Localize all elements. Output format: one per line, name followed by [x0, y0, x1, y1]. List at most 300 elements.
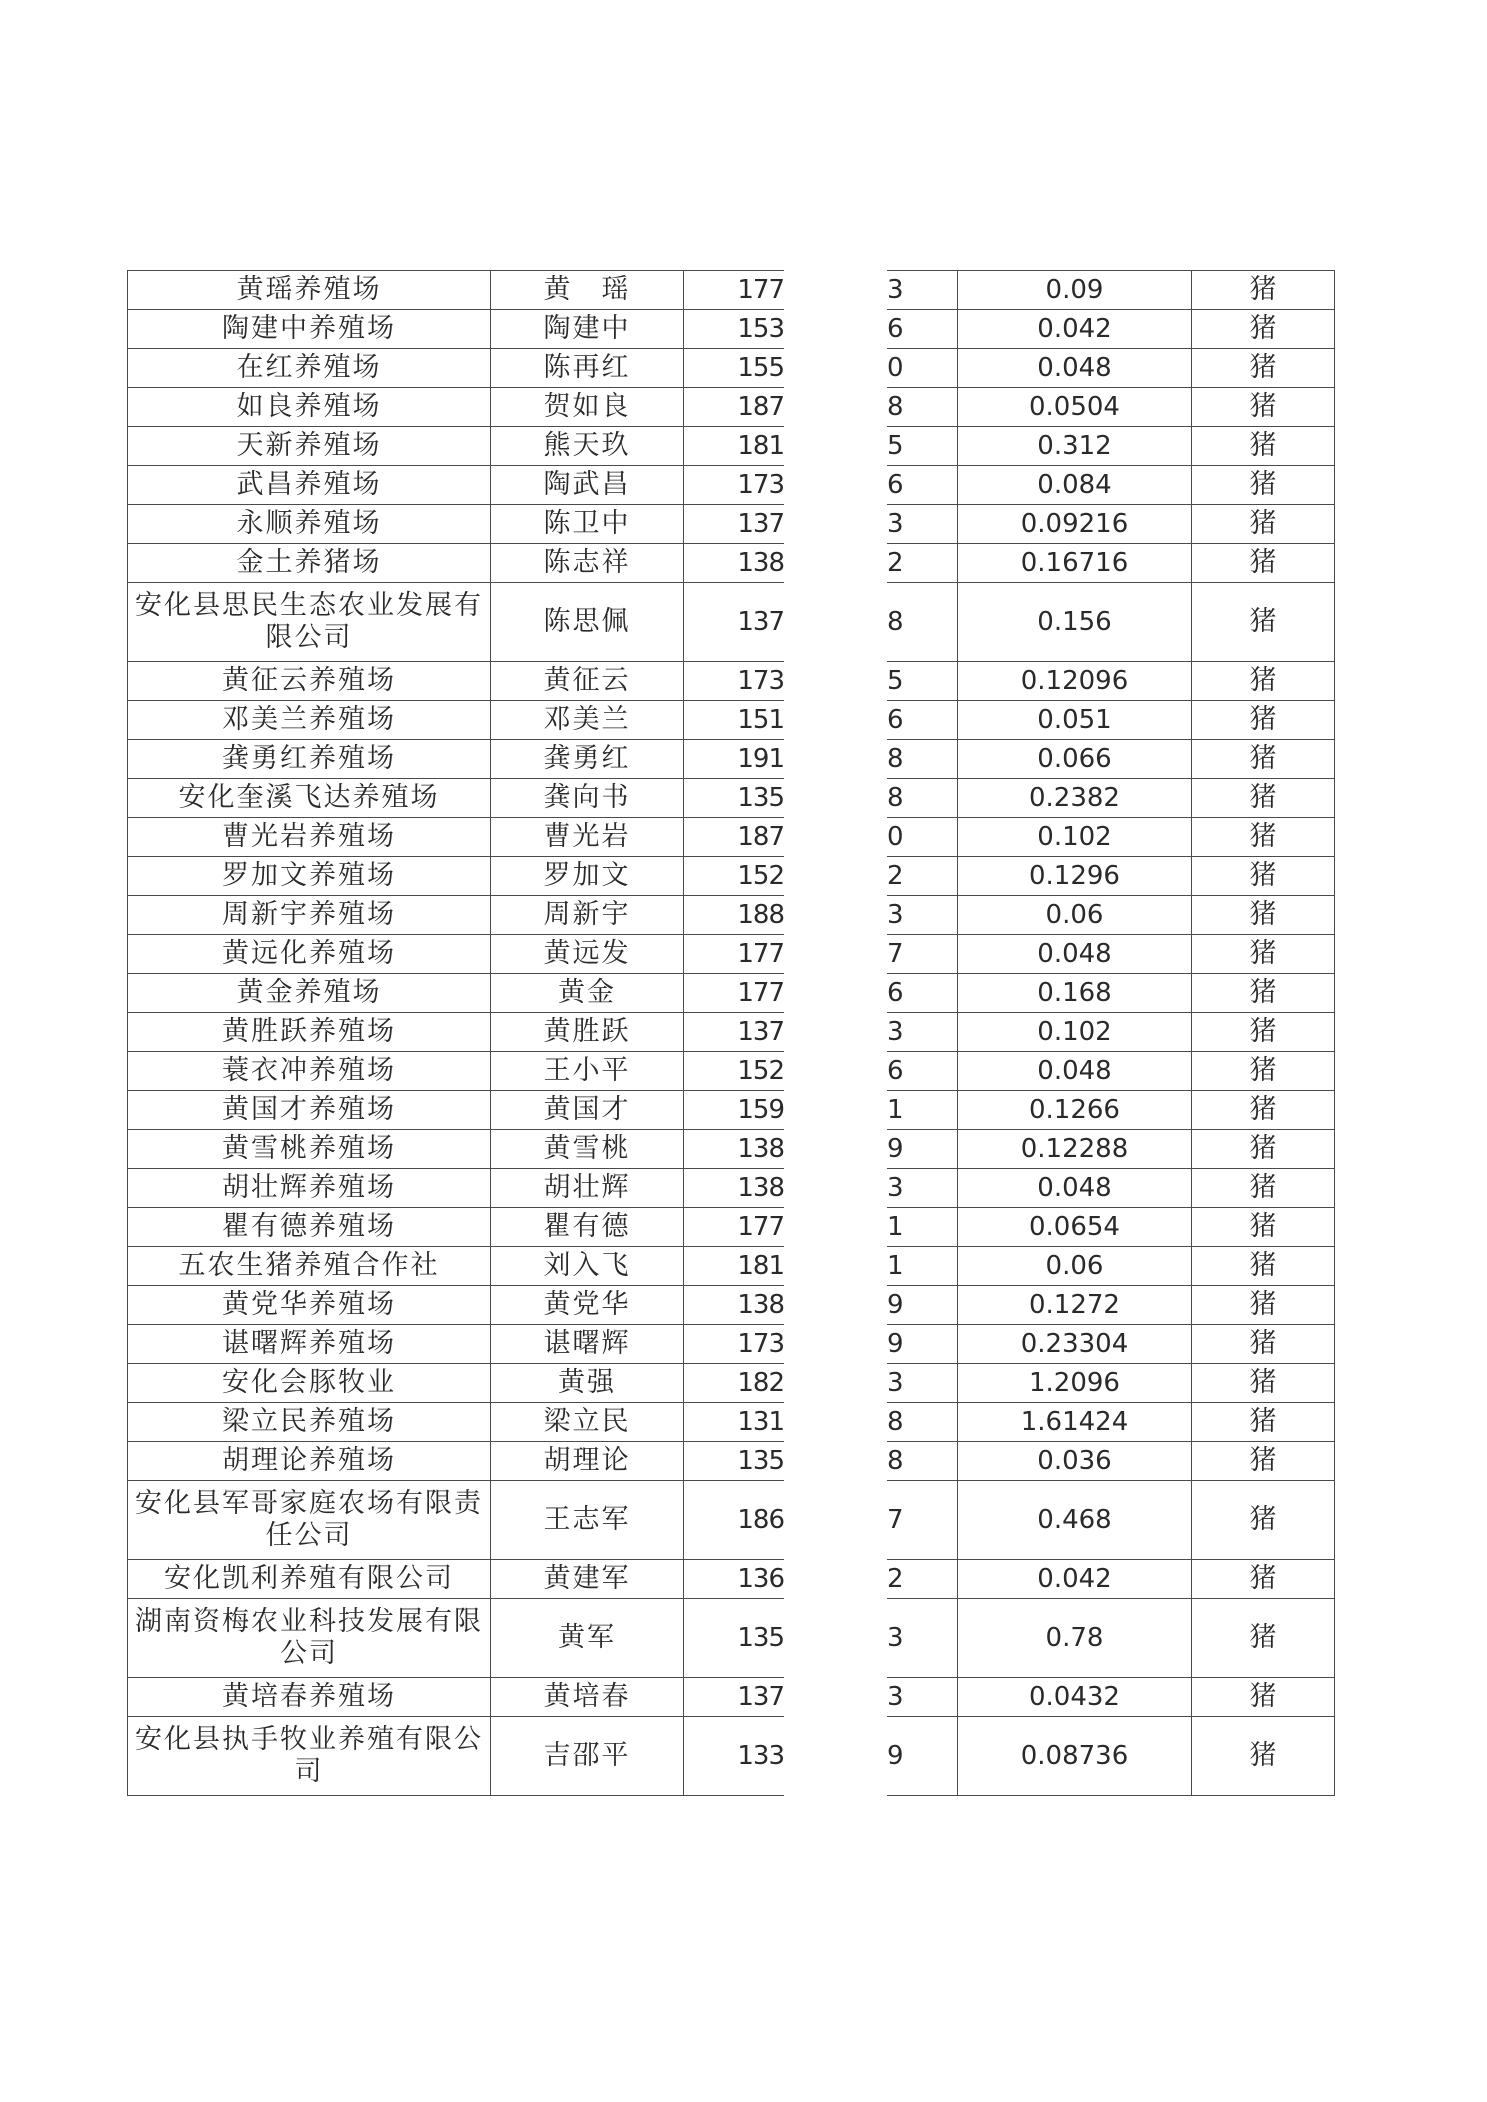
contact-person: 陈志祥	[543, 547, 631, 578]
phone-suffix: 8	[887, 1446, 904, 1476]
phone-suffix: 1	[887, 1251, 904, 1281]
contact-person-cell	[491, 857, 684, 896]
livestock-type-cell	[1192, 427, 1335, 466]
phone-suffix: 9	[887, 1741, 904, 1771]
livestock-type-cell	[1192, 349, 1335, 388]
farm-name-cell	[128, 1325, 491, 1364]
contact-person-cell	[491, 779, 684, 818]
phone-prefix-cell	[684, 1013, 785, 1052]
contact-person: 龚向书	[543, 782, 631, 813]
contact-person-cell	[491, 1091, 684, 1130]
farm-name-cell	[128, 1599, 491, 1678]
contact-person-cell	[491, 1208, 684, 1247]
contact-person: 刘入飞	[543, 1250, 631, 1281]
phone-suffix-cell	[887, 1481, 958, 1560]
table-row	[887, 1325, 1335, 1364]
livestock-type-cell	[1192, 271, 1335, 310]
farm-name: 胡壮辉养殖场	[222, 1172, 396, 1203]
farm-name: 黄培春养殖场	[222, 1681, 396, 1712]
phone-suffix-cell	[887, 583, 958, 662]
amount: 1.2096	[1029, 1368, 1120, 1398]
contact-person-cell	[491, 466, 684, 505]
amount-cell	[958, 388, 1192, 427]
phone-prefix-cell	[684, 1599, 785, 1678]
contact-person: 陶武昌	[543, 469, 631, 500]
table-row	[128, 583, 785, 662]
contact-person-cell	[491, 1286, 684, 1325]
livestock-type: 猪	[1249, 1211, 1277, 1242]
farm-name: 在红养殖场	[236, 352, 382, 383]
phone-suffix: 2	[887, 1564, 904, 1594]
livestock-type: 猪	[1249, 1406, 1277, 1437]
phone-prefix-cell	[684, 896, 785, 935]
contact-person-cell	[491, 583, 684, 662]
phone-suffix-cell	[887, 1325, 958, 1364]
farm-name-cell	[128, 583, 491, 662]
farm-name: 湖南资梅农业科技发展有限公司	[135, 1605, 483, 1669]
amount: 0.042	[1037, 314, 1112, 344]
phone-suffix-cell	[887, 1560, 958, 1599]
farm-name-cell	[128, 896, 491, 935]
farm-name-cell	[128, 818, 491, 857]
phone-suffix: 0	[887, 822, 904, 852]
phone-prefix-cell	[684, 583, 785, 662]
farm-name: 谌曙辉养殖场	[222, 1328, 396, 1359]
livestock-type: 猪	[1249, 1016, 1277, 1047]
farm-name-cell	[128, 1013, 491, 1052]
amount-cell	[958, 935, 1192, 974]
contact-person-cell	[491, 935, 684, 974]
farm-name: 安化县执手牧业养殖有限公司	[135, 1723, 483, 1787]
table-row	[887, 466, 1335, 505]
livestock-type-cell	[1192, 935, 1335, 974]
table-row	[128, 1052, 785, 1091]
farm-name: 周新宇养殖场	[222, 899, 396, 930]
phone-suffix-cell	[887, 1403, 958, 1442]
farm-name: 黄瑶养殖场	[236, 274, 382, 305]
table-row	[887, 974, 1335, 1013]
amount: 0.312	[1037, 431, 1112, 461]
amount-cell	[958, 1052, 1192, 1091]
livestock-type-cell	[1192, 1403, 1335, 1442]
contact-person: 黄雪桃	[543, 1133, 631, 1164]
farm-name-cell	[128, 349, 491, 388]
contact-person: 贺如良	[543, 391, 631, 422]
contact-person: 王志军	[543, 1504, 631, 1535]
table-row	[128, 427, 785, 466]
contact-person: 黄军	[558, 1622, 616, 1653]
phone-prefix-cell	[684, 1678, 785, 1717]
livestock-type: 猪	[1249, 606, 1277, 637]
farm-name: 黄雪桃养殖场	[222, 1133, 396, 1164]
phone-suffix-cell	[887, 1717, 958, 1796]
livestock-type: 猪	[1249, 860, 1277, 891]
livestock-type-cell	[1192, 740, 1335, 779]
table-row	[128, 1599, 785, 1678]
farm-name: 武昌养殖场	[236, 469, 382, 500]
amount-cell	[958, 1403, 1192, 1442]
phone-prefix-cell	[684, 310, 785, 349]
table-row	[128, 896, 785, 935]
table-row	[887, 1208, 1335, 1247]
phone-prefix: 138	[737, 1134, 784, 1164]
amount-cell	[958, 1286, 1192, 1325]
livestock-type-cell	[1192, 310, 1335, 349]
farm-name-cell	[128, 1052, 491, 1091]
livestock-type-cell	[1192, 1442, 1335, 1481]
contact-person-cell	[491, 1013, 684, 1052]
phone-prefix: 137	[737, 1017, 784, 1047]
farm-name-cell	[128, 427, 491, 466]
phone-suffix: 9	[887, 1290, 904, 1320]
amount-cell	[958, 310, 1192, 349]
livestock-type: 猪	[1249, 977, 1277, 1008]
livestock-type: 猪	[1249, 1681, 1277, 1712]
amount: 0.2382	[1029, 783, 1120, 813]
phone-suffix: 3	[887, 900, 904, 930]
contact-person: 瞿有德	[543, 1211, 631, 1242]
phone-suffix-cell	[887, 310, 958, 349]
table-row	[128, 1325, 785, 1364]
farm-name: 安化凯利养殖有限公司	[164, 1563, 454, 1594]
phone-suffix-cell	[887, 1247, 958, 1286]
contact-person-cell	[491, 1052, 684, 1091]
phone-prefix-cell	[684, 388, 785, 427]
table-row	[887, 310, 1335, 349]
phone-suffix-cell	[887, 974, 958, 1013]
farm-name: 罗加文养殖场	[222, 860, 396, 891]
phone-prefix-cell	[684, 1481, 785, 1560]
amount-cell	[958, 466, 1192, 505]
phone-suffix: 7	[887, 939, 904, 969]
contact-person: 胡理论	[543, 1445, 631, 1476]
phone-suffix-cell	[887, 857, 958, 896]
contact-person: 罗加文	[543, 860, 631, 891]
table-row	[128, 701, 785, 740]
amount: 0.066	[1037, 744, 1112, 774]
phone-prefix-cell	[684, 1286, 785, 1325]
amount-cell	[958, 701, 1192, 740]
amount: 0.102	[1037, 1017, 1112, 1047]
table-row	[128, 1442, 785, 1481]
table-row	[887, 1169, 1335, 1208]
amount: 0.051	[1037, 705, 1112, 735]
phone-prefix: 181	[737, 431, 784, 461]
phone-prefix: 137	[737, 509, 784, 539]
contact-person: 黄强	[558, 1367, 616, 1398]
contact-person-cell	[491, 701, 684, 740]
table-row	[887, 1442, 1335, 1481]
livestock-type: 猪	[1249, 1250, 1277, 1281]
phone-prefix-cell	[684, 271, 785, 310]
table-row	[887, 1052, 1335, 1091]
phone-prefix-cell	[684, 1052, 785, 1091]
phone-prefix-cell	[684, 505, 785, 544]
amount-cell	[958, 544, 1192, 583]
phone-suffix-cell	[887, 662, 958, 701]
table-row	[887, 818, 1335, 857]
amount-cell	[958, 1442, 1192, 1481]
contact-person: 黄党华	[543, 1289, 631, 1320]
contact-person-cell	[491, 1442, 684, 1481]
phone-prefix: 131	[737, 1407, 784, 1437]
amount-cell	[958, 583, 1192, 662]
table-row	[128, 1013, 785, 1052]
table-row	[887, 583, 1335, 662]
livestock-type-cell	[1192, 701, 1335, 740]
table-row	[887, 505, 1335, 544]
phone-prefix: 177	[737, 939, 784, 969]
amount: 0.048	[1037, 1173, 1112, 1203]
farm-name-cell	[128, 779, 491, 818]
farm-name-cell	[128, 974, 491, 1013]
phone-prefix: 173	[737, 1329, 784, 1359]
contact-person-cell	[491, 1599, 684, 1678]
phone-prefix: 135	[737, 1446, 784, 1476]
farm-name-cell	[128, 857, 491, 896]
table-row	[128, 857, 785, 896]
amount-cell	[958, 974, 1192, 1013]
phone-prefix: 137	[737, 607, 784, 637]
amount: 0.084	[1037, 470, 1112, 500]
table-row	[887, 740, 1335, 779]
contact-person-cell	[491, 349, 684, 388]
table-row	[128, 935, 785, 974]
phone-prefix-cell	[684, 1403, 785, 1442]
phone-prefix-cell	[684, 740, 785, 779]
livestock-type: 猪	[1249, 704, 1277, 735]
farm-name: 黄党华养殖场	[222, 1289, 396, 1320]
table-row	[887, 1091, 1335, 1130]
table-row	[887, 935, 1335, 974]
livestock-type: 猪	[1249, 1740, 1277, 1771]
table-row	[887, 662, 1335, 701]
amount-cell	[958, 1130, 1192, 1169]
phone-suffix: 8	[887, 1407, 904, 1437]
amount: 0.23304	[1020, 1329, 1129, 1359]
phone-prefix: 173	[737, 666, 784, 696]
farm-name-cell	[128, 388, 491, 427]
amount: 0.0432	[1029, 1682, 1120, 1712]
farm-name: 黄远化养殖场	[222, 938, 396, 969]
farm-name: 安化县思民生态农业发展有限公司	[135, 589, 483, 653]
phone-prefix-cell	[684, 1364, 785, 1403]
contact-person-cell	[491, 1364, 684, 1403]
livestock-type-cell	[1192, 857, 1335, 896]
livestock-type: 猪	[1249, 469, 1277, 500]
livestock-type-cell	[1192, 544, 1335, 583]
phone-prefix: 177	[737, 1212, 784, 1242]
livestock-type-cell	[1192, 1208, 1335, 1247]
livestock-type-cell	[1192, 1481, 1335, 1560]
phone-prefix-cell	[684, 349, 785, 388]
contact-person: 黄胜跃	[543, 1016, 631, 1047]
farm-name: 天新养殖场	[236, 430, 382, 461]
phone-suffix-cell	[887, 1169, 958, 1208]
phone-suffix-cell	[887, 505, 958, 544]
phone-suffix: 6	[887, 705, 904, 735]
phone-suffix-cell	[887, 779, 958, 818]
phone-prefix: 177	[737, 275, 784, 305]
livestock-type: 猪	[1249, 352, 1277, 383]
phone-prefix: 155	[737, 353, 784, 383]
phone-prefix: 188	[737, 900, 784, 930]
amount: 0.06	[1045, 1251, 1104, 1281]
amount-cell	[958, 1208, 1192, 1247]
amount-cell	[958, 427, 1192, 466]
phone-prefix: 153	[737, 314, 784, 344]
livestock-type: 猪	[1249, 1172, 1277, 1203]
contact-person: 陈思佩	[543, 606, 631, 637]
farm-name-cell	[128, 1247, 491, 1286]
phone-prefix: 138	[737, 548, 784, 578]
phone-suffix-cell	[887, 427, 958, 466]
phone-suffix: 8	[887, 783, 904, 813]
table-row	[128, 1560, 785, 1599]
amount-cell	[958, 1325, 1192, 1364]
amount: 0.1266	[1029, 1095, 1120, 1125]
livestock-type-cell	[1192, 1560, 1335, 1599]
livestock-type: 猪	[1249, 1504, 1277, 1535]
contact-person-cell	[491, 1169, 684, 1208]
livestock-type: 猪	[1249, 547, 1277, 578]
farm-name: 安化会豚牧业	[222, 1367, 396, 1398]
table-row	[887, 1717, 1335, 1796]
table-row	[887, 1481, 1335, 1560]
contact-person: 陈卫中	[543, 508, 631, 539]
amount-cell	[958, 818, 1192, 857]
table-row	[128, 974, 785, 1013]
phone-prefix-cell	[684, 1247, 785, 1286]
table-row	[887, 1130, 1335, 1169]
table-row	[887, 779, 1335, 818]
amount-cell	[958, 271, 1192, 310]
amount-cell	[958, 779, 1192, 818]
phone-suffix: 8	[887, 392, 904, 422]
amount: 0.1296	[1029, 861, 1120, 891]
amount-cell	[958, 1599, 1192, 1678]
farm-name-cell	[128, 310, 491, 349]
farm-name-cell	[128, 740, 491, 779]
table-row	[887, 1599, 1335, 1678]
phone-suffix-cell	[887, 740, 958, 779]
livestock-type-cell	[1192, 1599, 1335, 1678]
phone-suffix-cell	[887, 271, 958, 310]
livestock-type-cell	[1192, 896, 1335, 935]
amount-cell	[958, 1247, 1192, 1286]
table-row	[128, 271, 785, 310]
amount: 0.06	[1045, 900, 1104, 930]
farm-name-cell	[128, 271, 491, 310]
livestock-type-cell	[1192, 505, 1335, 544]
amount: 0.1272	[1029, 1290, 1120, 1320]
contact-person: 梁立民	[543, 1406, 631, 1437]
phone-suffix: 9	[887, 1329, 904, 1359]
amount-cell	[958, 1091, 1192, 1130]
phone-prefix-cell	[684, 1169, 785, 1208]
livestock-type: 猪	[1249, 313, 1277, 344]
phone-prefix-cell	[684, 935, 785, 974]
phone-prefix: 135	[737, 783, 784, 813]
amount: 0.036	[1037, 1446, 1112, 1476]
table-row	[887, 1560, 1335, 1599]
contact-person: 龚勇红	[543, 743, 631, 774]
phone-suffix-cell	[887, 1286, 958, 1325]
amount-cell	[958, 1013, 1192, 1052]
phone-prefix: 187	[737, 392, 784, 422]
table-row	[128, 662, 785, 701]
phone-prefix-cell	[684, 427, 785, 466]
phone-suffix: 3	[887, 1017, 904, 1047]
amount: 1.61424	[1020, 1407, 1129, 1437]
table-row	[128, 779, 785, 818]
contact-person: 熊天玖	[543, 430, 631, 461]
table-row	[128, 1678, 785, 1717]
phone-prefix: 136	[737, 1564, 784, 1594]
phone-suffix-cell	[887, 935, 958, 974]
contact-person: 黄建军	[543, 1563, 631, 1594]
phone-suffix: 3	[887, 509, 904, 539]
livestock-type-cell	[1192, 1013, 1335, 1052]
livestock-type-cell	[1192, 1717, 1335, 1796]
phone-suffix-cell	[887, 544, 958, 583]
phone-suffix: 6	[887, 978, 904, 1008]
phone-prefix: 137	[737, 1682, 784, 1712]
phone-suffix: 6	[887, 1056, 904, 1086]
livestock-type: 猪	[1249, 274, 1277, 305]
contact-person-cell	[491, 505, 684, 544]
phone-suffix-cell	[887, 1130, 958, 1169]
amount-cell	[958, 896, 1192, 935]
phone-prefix: 182	[737, 1368, 784, 1398]
livestock-type: 猪	[1249, 743, 1277, 774]
phone-suffix-cell	[887, 349, 958, 388]
contact-person-cell	[491, 1130, 684, 1169]
contact-person: 黄培春	[543, 1681, 631, 1712]
table-row	[887, 857, 1335, 896]
table-row	[887, 427, 1335, 466]
phone-suffix-cell	[887, 1208, 958, 1247]
table-row	[887, 1286, 1335, 1325]
phone-prefix: 186	[737, 1505, 784, 1535]
phone-suffix-cell	[887, 1013, 958, 1052]
farm-name-cell	[128, 1481, 491, 1560]
table-row	[128, 1130, 785, 1169]
phone-suffix-cell	[887, 1442, 958, 1481]
table-row	[128, 1403, 785, 1442]
livestock-type: 猪	[1249, 1055, 1277, 1086]
phone-prefix-cell	[684, 857, 785, 896]
livestock-type-cell	[1192, 1091, 1335, 1130]
farm-name: 梁立民养殖场	[222, 1406, 396, 1437]
phone-prefix: 191	[737, 744, 784, 774]
phone-suffix: 0	[887, 353, 904, 383]
phone-prefix-cell	[684, 1091, 785, 1130]
contact-person: 胡壮辉	[543, 1172, 631, 1203]
phone-suffix: 5	[887, 431, 904, 461]
phone-prefix: 135	[737, 1623, 784, 1653]
amount-cell	[958, 1169, 1192, 1208]
amount: 0.156	[1037, 607, 1112, 637]
contact-person-cell	[491, 1717, 684, 1796]
farm-name: 龚勇红养殖场	[222, 743, 396, 774]
phone-suffix-cell	[887, 1052, 958, 1091]
contact-person-cell	[491, 740, 684, 779]
contact-person-cell	[491, 818, 684, 857]
livestock-type: 猪	[1249, 1328, 1277, 1359]
farm-name: 黄国才养殖场	[222, 1094, 396, 1125]
farm-name-cell	[128, 466, 491, 505]
